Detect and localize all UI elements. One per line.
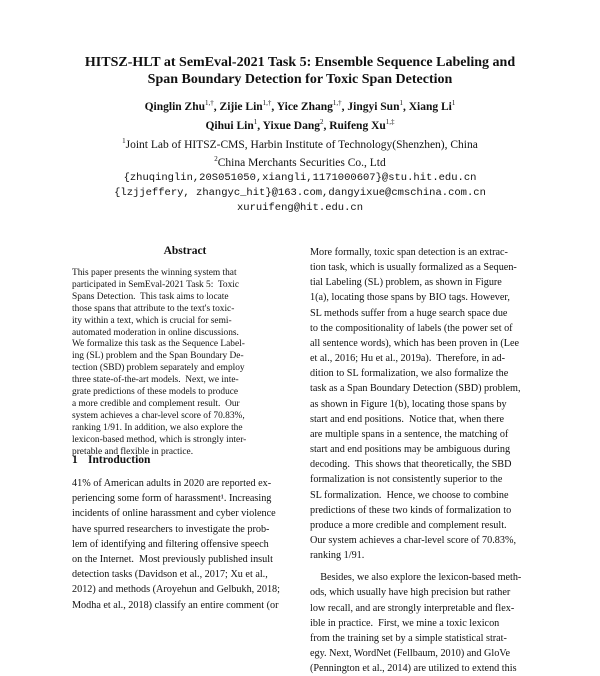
text-line: lexicon-based method, which is strongly inter- — [72, 434, 247, 445]
author-name: Qinglin Zhu — [144, 100, 206, 113]
text-line: 1(a), locating those spans by BIO tags. However, — [310, 292, 510, 304]
text-line: task as a Span Boundary Detection (SBD) problem, — [310, 383, 521, 395]
section-heading-introduction — [72, 454, 298, 466]
author-name: Yice Zhang — [276, 100, 333, 113]
author-name: Ruifeng Xu — [329, 119, 386, 132]
text-line: SL formalization. Hence, we choose to combine — [310, 489, 509, 501]
text-line: from the training set by a simple statistical strat- — [310, 632, 507, 644]
email-line: {lzjjeffery, zhangyc_hit}@163.com,dangyixue@cmschina.com.cn — [114, 187, 486, 200]
text-line: 2012) and methods (Aroyehun and Gelbukh, 2018; — [72, 584, 280, 596]
text-line: More formally, toxic span detection is an extrac- — [310, 247, 508, 258]
author-affiliation-marker: 1,† — [262, 99, 272, 107]
text-line: Besides, we also explore the lexicon-based meth- — [310, 572, 522, 584]
title-line: HITSZ-HLT at SemEval-2021 Task 5: Ensemble Sequence Labeling and — [84, 55, 516, 70]
author-name: Xiang Li — [408, 100, 452, 113]
author-separator: , — [213, 100, 220, 113]
text-line: tection (SBD) problem separately and employ — [72, 363, 245, 374]
email-line: {zhuqinglin,20S051050,xiangli,1171000607}@stu.hit.edu.cn — [123, 172, 477, 185]
section-title: Introduction — [88, 454, 151, 466]
text-line: to the compositionality of labels (the power set of — [310, 322, 513, 334]
text-line: low recall, and are strongly interpretable and flex- — [310, 602, 515, 614]
author-affiliation-marker: 1 — [253, 117, 258, 126]
author-line — [40, 96, 560, 115]
text-line: We formalize this task as the Sequence Label- — [72, 339, 245, 350]
text-line: et al., 2016; Hu et al., 2019a). Therefore, in ad- — [310, 353, 506, 365]
abstract-body — [72, 268, 298, 459]
author-affiliation-marker: 1 — [451, 99, 456, 107]
affiliation-text: Joint Lab of HITSZ-CMS, Harbin Institute of Technology(Shenzhen), China — [125, 138, 478, 151]
text-line: start and end positions. Notice that, when there — [310, 413, 505, 425]
text-line: automated moderation in online discussions. — [72, 327, 239, 338]
right-column-body — [310, 245, 528, 676]
text-line: those spans that attribute to the text's toxic- — [72, 303, 235, 314]
text-line: participated in SemEval-2021 Task 5: Toxic — [72, 279, 240, 290]
text-line: have spurred researchers to investigate the prob- — [72, 523, 270, 535]
text-line: predictions of these two kinds of formalization to — [310, 504, 512, 516]
text-line: incidents of online harassment and cyber violence — [72, 508, 276, 520]
text-line: pretable and flexible in practice. — [72, 446, 194, 457]
text-line: are multiple spans in a sentence, the matching of — [310, 428, 509, 440]
text-line: egy. Next, WordNet (Fellbaum, 2010) and GloVe — [310, 648, 511, 660]
text-line: ity within a text, which is crucial for semi- — [72, 315, 232, 326]
text-line: formalization is not consistently superior to the — [310, 474, 503, 486]
text-line: This paper presents the winning system that — [72, 268, 237, 278]
author-affiliation-marker: 1 — [399, 99, 403, 107]
text-line: ing (SL) problem and the Span Boundary De- — [72, 351, 244, 362]
author-affiliation-marker: 1,† — [332, 99, 342, 107]
text-line: system achieves a char-level score of 70.83%, — [72, 410, 245, 421]
text-line: three state-of-the-art models. Next, we inte- — [72, 375, 239, 386]
email-line: xuruifeng@hit.edu.cn — [236, 202, 364, 215]
author-affiliation-marker: 1,‡ — [385, 117, 395, 126]
author-name: Yixue Dang — [262, 119, 320, 132]
affiliation-2 — [40, 152, 560, 171]
text-line: periencing some form of harassment¹. Increasing — [72, 493, 272, 505]
author-name: Qihui Lin — [205, 119, 254, 132]
affiliation-text: China Merchants Securities Co., Ltd — [217, 157, 386, 170]
introduction-body — [72, 476, 298, 613]
text-line: dition to SL formalization, we also formalize the — [310, 368, 509, 380]
text-line: detection tasks (Davidson et al., 2017; Xu et al., — [72, 569, 268, 581]
text-line: lem of identifying and filtering offensive speech — [72, 538, 269, 550]
abstract-heading: Abstract — [163, 245, 207, 257]
author-line — [40, 115, 560, 134]
affiliation-marker: 2 — [214, 155, 218, 164]
text-line: as shown in Figure 1(b), locating those spans by — [310, 398, 507, 410]
text-line: Spans Detection. This task aims to locate — [72, 291, 229, 302]
author-affiliation-marker: 2 — [319, 117, 324, 126]
author-block — [40, 96, 560, 216]
text-line: ible in practice. First, we mine a toxic lexicon — [310, 617, 500, 629]
author-separator: , — [323, 119, 330, 132]
section-number: 1 — [72, 454, 78, 466]
text-line: all sentence words), which has been proven in (Lee — [310, 337, 520, 349]
author-separator: , — [271, 100, 277, 113]
text-line: (Pennington et al., 2014) are utilized to extend this — [310, 663, 517, 675]
author-name: Jingyi Sun — [347, 100, 400, 113]
title-line: Span Boundary Detection for Toxic Span Detection — [147, 72, 453, 87]
text-line: on the Internet. Most previously published insult — [72, 554, 273, 566]
affiliation-marker: 1 — [122, 136, 126, 145]
author-separator: , — [257, 119, 263, 132]
text-line — [310, 563, 528, 570]
text-line: a more credible and complement result. Our — [72, 398, 240, 409]
text-line: SL methods suffer from a huge search space due — [310, 307, 508, 319]
text-line: tial Labeling (SL) problem, as shown in Figure — [310, 277, 502, 289]
text-line: ranking 1/91. In addition, we also explore the — [72, 422, 243, 433]
text-line: grate predictions of these models to produce — [72, 387, 239, 398]
text-line: tion task, which is usually formalized as a Sequen- — [310, 262, 517, 274]
text-line: 41% of American adults in 2020 are reported ex- — [72, 478, 272, 489]
author-separator: , — [341, 100, 348, 113]
text-line: ods, which usually have high precision but rather — [310, 587, 511, 599]
text-line: start and end positions may be ambiguous during — [310, 444, 511, 456]
text-line: Modha et al., 2018) classify an entire comment (or — [72, 599, 279, 611]
author-name: Zijie Lin — [219, 100, 263, 113]
text-line: Our system achieves a char-level score of 70.83%, — [310, 534, 517, 546]
text-line: decoding. This shows that theoretically, the SBD — [310, 459, 512, 471]
paper-title — [40, 54, 560, 88]
affiliation-1 — [40, 134, 560, 153]
text-line: produce a more credible and complement result. — [310, 519, 507, 531]
text-line: ranking 1/91. — [310, 550, 365, 562]
author-affiliation-marker: 1,† — [205, 99, 214, 107]
author-separator: , — [402, 100, 409, 113]
